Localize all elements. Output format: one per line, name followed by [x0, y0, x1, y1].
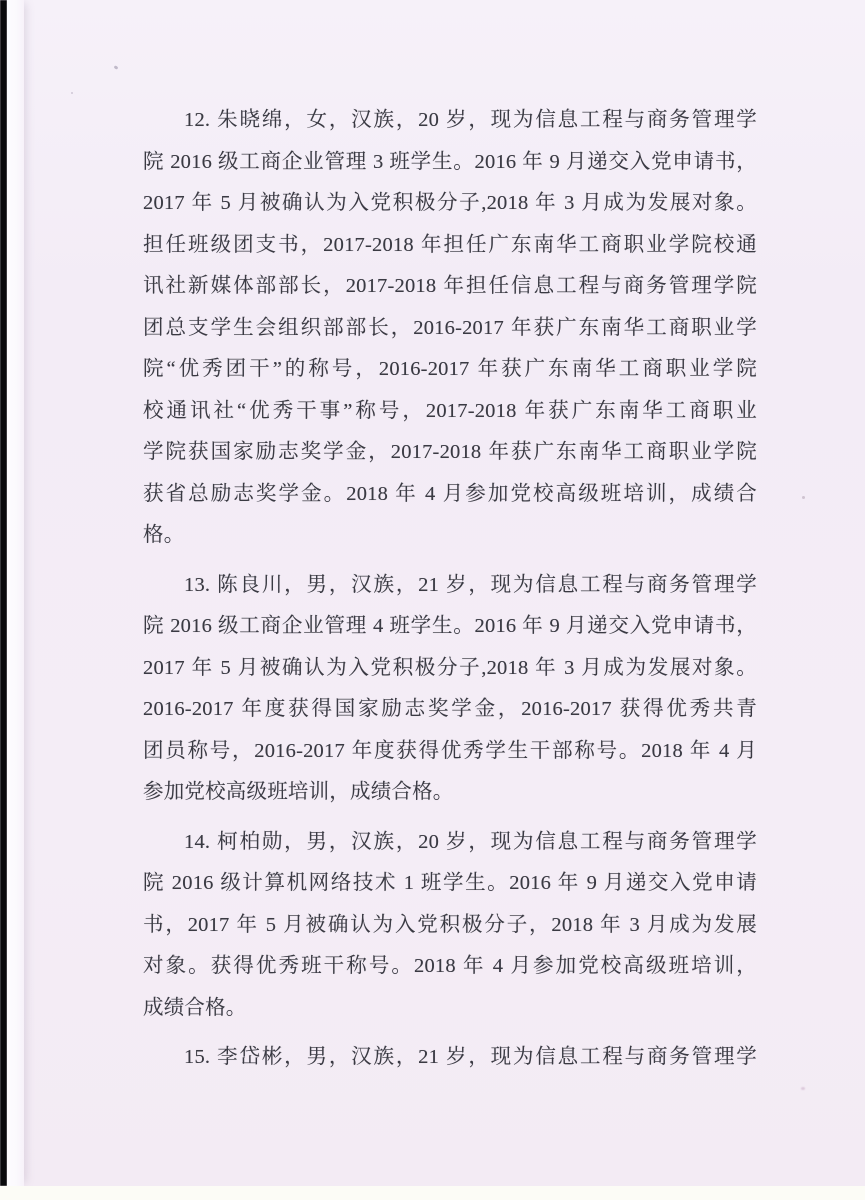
- text-line: 12. 朱晓绵，女，汉族，20 岁，现为信息工程与商务管理学: [184, 109, 757, 131]
- text-line: 2016-2017 年度获得国家励志奖学金，2016-2017 获得优秀共青: [143, 698, 757, 720]
- text-line: 团员称号，2016-2017 年度获得优秀学生干部称号。2018 年 4 月: [143, 739, 757, 762]
- text-line: 获省总励志奖学金。2018 年 4 月参加党校高级班培训，成绩合: [143, 482, 757, 505]
- text-line: 担任班级团支书，2017-2018 年担任广东南华工商职业学院校通: [143, 233, 757, 256]
- scan-speck: [71, 92, 73, 94]
- paragraph-13: [143, 565, 757, 814]
- text-line: 格。: [143, 524, 185, 546]
- text-line: 对象。获得优秀班干称号。2018 年 4 月参加党校高级班培训，: [143, 955, 757, 977]
- text-line: 院 2016 级计算机网络技术 1 班学生。2016 年 9 月递交入党申请: [143, 872, 757, 894]
- paper-edge-strip: [7, 0, 24, 1186]
- paragraph-15: [143, 1037, 757, 1079]
- paragraph-14: [143, 822, 757, 1030]
- text-line: 14. 柯柏勋，男，汉族，20 岁，现为信息工程与商务管理学: [184, 830, 757, 853]
- scan-speck: [801, 1087, 805, 1090]
- scan-bottom-band: [0, 1186, 865, 1200]
- text-line: 校通讯社“优秀干事”称号，2017-2018 年获广东南华工商职业: [143, 399, 757, 422]
- scan-speck: [802, 496, 805, 499]
- text-line: 学院获国家励志奖学金，2017-2018 年获广东南华工商职业学院: [143, 441, 757, 463]
- document-body: [143, 100, 757, 1079]
- text-line: 2017 年 5 月被确认为入党积极分子,2018 年 3 月成为发展对象。: [143, 192, 757, 214]
- text-line: 成绩合格。: [143, 996, 247, 1019]
- text-line: 2017 年 5 月被确认为入党积极分子,2018 年 3 月成为发展对象。: [143, 656, 757, 679]
- scan-speck: [114, 65, 119, 70]
- text-line: 13. 陈良川，男，汉族，21 岁，现为信息工程与商务管理学: [184, 573, 757, 596]
- text-line: 院“优秀团干”的称号，2016-2017 年获广东南华工商职业学院: [143, 358, 757, 380]
- text-line: 参加党校高级班培训，成绩合格。: [143, 781, 454, 803]
- text-line: 15. 李岱彬，男，汉族，21 岁，现为信息工程与商务管理学: [184, 1046, 757, 1068]
- scanner-edge-shadow: [0, 0, 7, 1186]
- text-line: 院 2016 级工商企业管理 3 班学生。2016 年 9 月递交入党申请书，: [143, 150, 757, 173]
- text-line: 院 2016 级工商企业管理 4 班学生。2016 年 9 月递交入党申请书，: [143, 615, 757, 637]
- text-line: 书，2017 年 5 月被确认为入党积极分子，2018 年 3 月成为发展: [143, 913, 757, 936]
- text-line: 团总支学生会组织部部长，2016-2017 年获广东南华工商职业学: [143, 316, 757, 339]
- text-line: 讯社新媒体部部长，2017-2018 年担任信息工程与商务管理学院: [143, 275, 757, 297]
- paragraph-12: [143, 100, 757, 557]
